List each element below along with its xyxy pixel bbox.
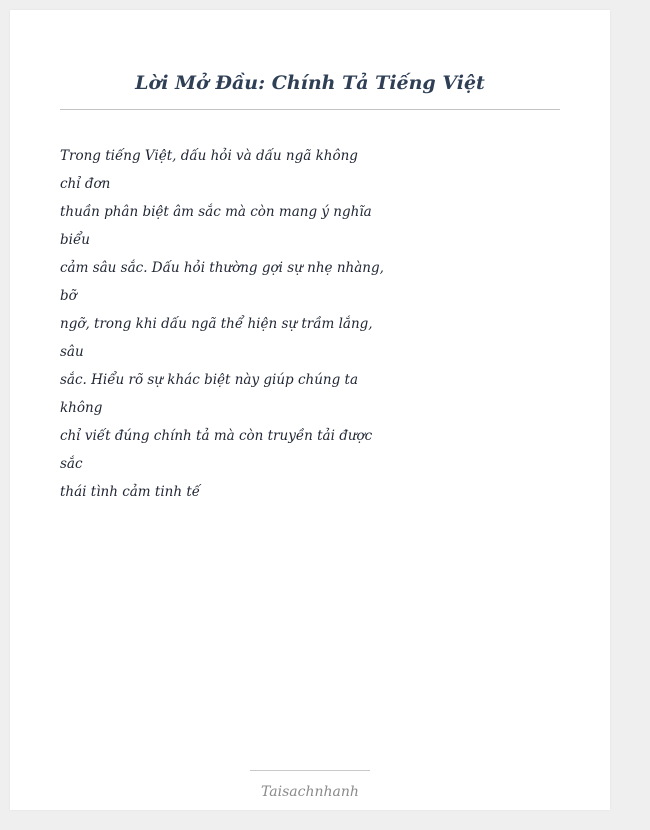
body-line: chỉ viết đúng chính tả mà còn truyền tải được: [60, 428, 373, 444]
footer-divider: [250, 770, 370, 771]
body-line: bỡ: [60, 288, 77, 304]
document-page: [10, 10, 610, 810]
body-line: chỉ đơn: [60, 176, 111, 192]
body-line: thái tình cảm tinh tế: [60, 484, 201, 500]
body-line: biểu: [60, 232, 90, 248]
body-line: ngỡ, trong khi dấu ngã thể hiện sự trầm lắng,: [60, 316, 373, 332]
body-line: thuần phân biệt âm sắc mà còn mang ý nghĩa: [60, 204, 372, 220]
body-line: cảm sâu sắc. Dấu hỏi thường gợi sự nhẹ nhàng,: [60, 260, 384, 276]
document-body: [60, 142, 384, 506]
footer-brand: Taisachnhanh: [261, 784, 359, 800]
body-line: sâu: [60, 344, 84, 360]
document-title: Lời Mở Đầu: Chính Tả Tiếng Việt: [135, 72, 485, 94]
body-line: không: [60, 400, 103, 416]
body-line: Trong tiếng Việt, dấu hỏi và dấu ngã không: [60, 148, 358, 164]
body-line: sắc: [60, 456, 83, 472]
body-line: sắc. Hiểu rõ sự khác biệt này giúp chúng ta: [60, 372, 359, 388]
title-divider: [60, 109, 560, 110]
